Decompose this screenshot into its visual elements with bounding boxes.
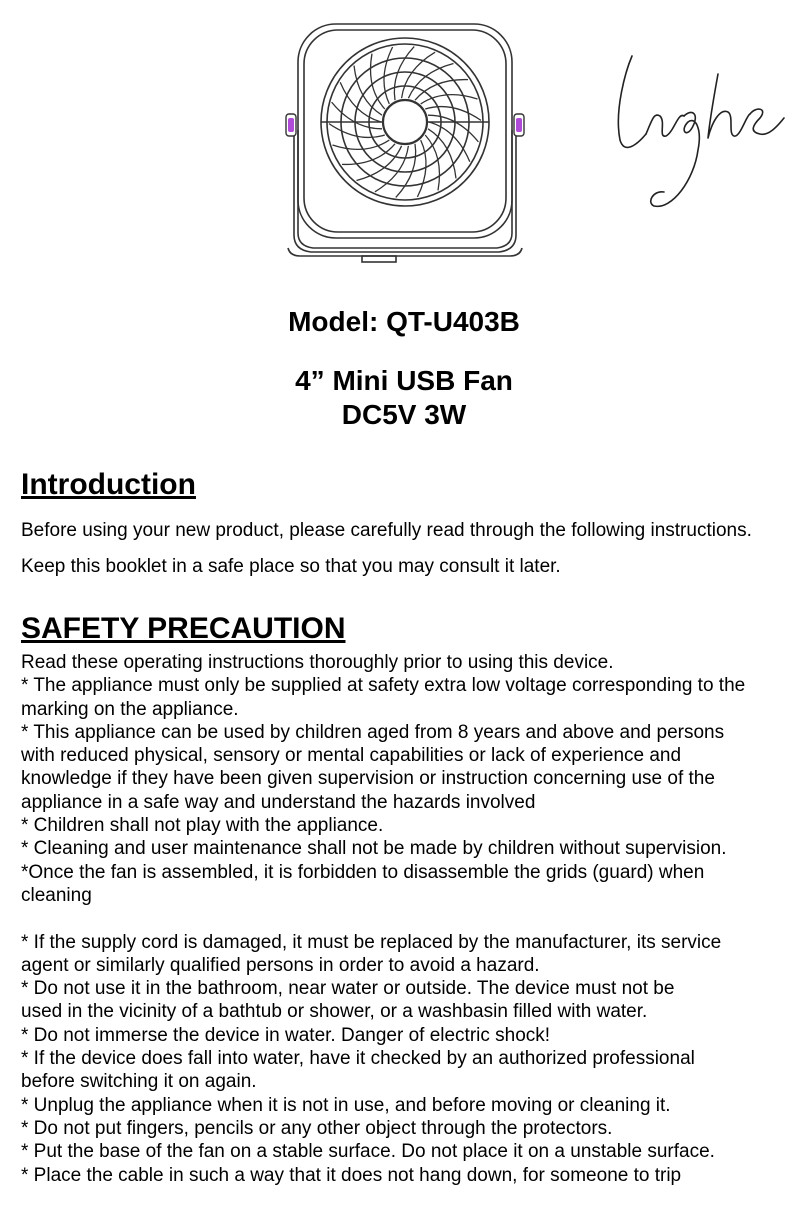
intro-paragraph: Keep this booklet in a safe place so that you may consult it later.	[21, 556, 561, 577]
intro-paragraph: Before using your new product, please carefully read through the following instructions.	[21, 520, 752, 541]
safety-line: * Place the cable in such a way that it does not hang down, for someone to trip	[21, 1164, 682, 1186]
safety-line: marking on the appliance.	[21, 698, 239, 720]
safety-line: appliance in a safe way and understand the hazards involved	[21, 791, 536, 813]
safety-line	[21, 907, 801, 930]
safety-line: * Cleaning and user maintenance shall not be made by children without supervision.	[21, 838, 727, 860]
safety-text	[21, 651, 801, 1187]
fan-blade	[428, 129, 456, 179]
fan-blade	[354, 66, 382, 116]
safety-line: * The appliance must only be supplied at safety extra low voltage corresponding to the	[21, 675, 746, 697]
fan-illustration	[276, 20, 534, 270]
safety-line: * If the supply cord is damaged, it must be replaced by the manufacturer, its service	[21, 931, 722, 953]
safety-line: cleaning	[21, 884, 92, 906]
handwritten-signature	[600, 50, 790, 220]
safety-line: * Do not use it in the bathroom, near water or outside. The device must not be	[21, 978, 675, 1000]
safety-heading: SAFETY PRECAUTION	[21, 612, 346, 645]
safety-line: * If the device does fall into water, have it checked by an authorized professional	[21, 1048, 695, 1070]
safety-line: agent or similarly qualified persons in order to avoid a hazard.	[21, 954, 540, 976]
safety-line: * Do not put fingers, pencils or any other object through the protectors.	[21, 1117, 613, 1139]
product-name: 4” Mini USB Fan	[295, 365, 513, 396]
safety-line: knowledge if they have been given supervision or instruction concerning use of the	[21, 768, 715, 790]
safety-line: *Once the fan is assembled, it is forbidden to disassemble the grids (guard) when	[21, 861, 705, 883]
safety-line: used in the vicinity of a bathtub or shower, or a washbasin filled with water.	[21, 1001, 648, 1023]
safety-line: * Unplug the appliance when it is not in use, and before moving or cleaning it.	[21, 1094, 671, 1116]
safety-line: with reduced physical, sensory or mental capabilities or lack of experience and	[21, 745, 682, 767]
introduction-heading: Introduction	[21, 468, 196, 501]
safety-line: * Put the base of the fan on a stable surface. Do not place it on a unstable surface.	[21, 1141, 715, 1163]
safety-line: Read these operating instructions thoroughly prior to using this device.	[21, 652, 614, 673]
power-rating: DC5V 3W	[341, 399, 467, 430]
model-number: Model: QT-U403B	[288, 306, 520, 337]
safety-line: * Do not immerse the device in water. Danger of electric shock!	[21, 1024, 551, 1046]
safety-line: * This appliance can be used by children aged from 8 years and above and persons	[21, 721, 725, 743]
safety-line: before switching it on again.	[21, 1071, 257, 1093]
safety-line: * Children shall not play with the appliance.	[21, 815, 384, 837]
